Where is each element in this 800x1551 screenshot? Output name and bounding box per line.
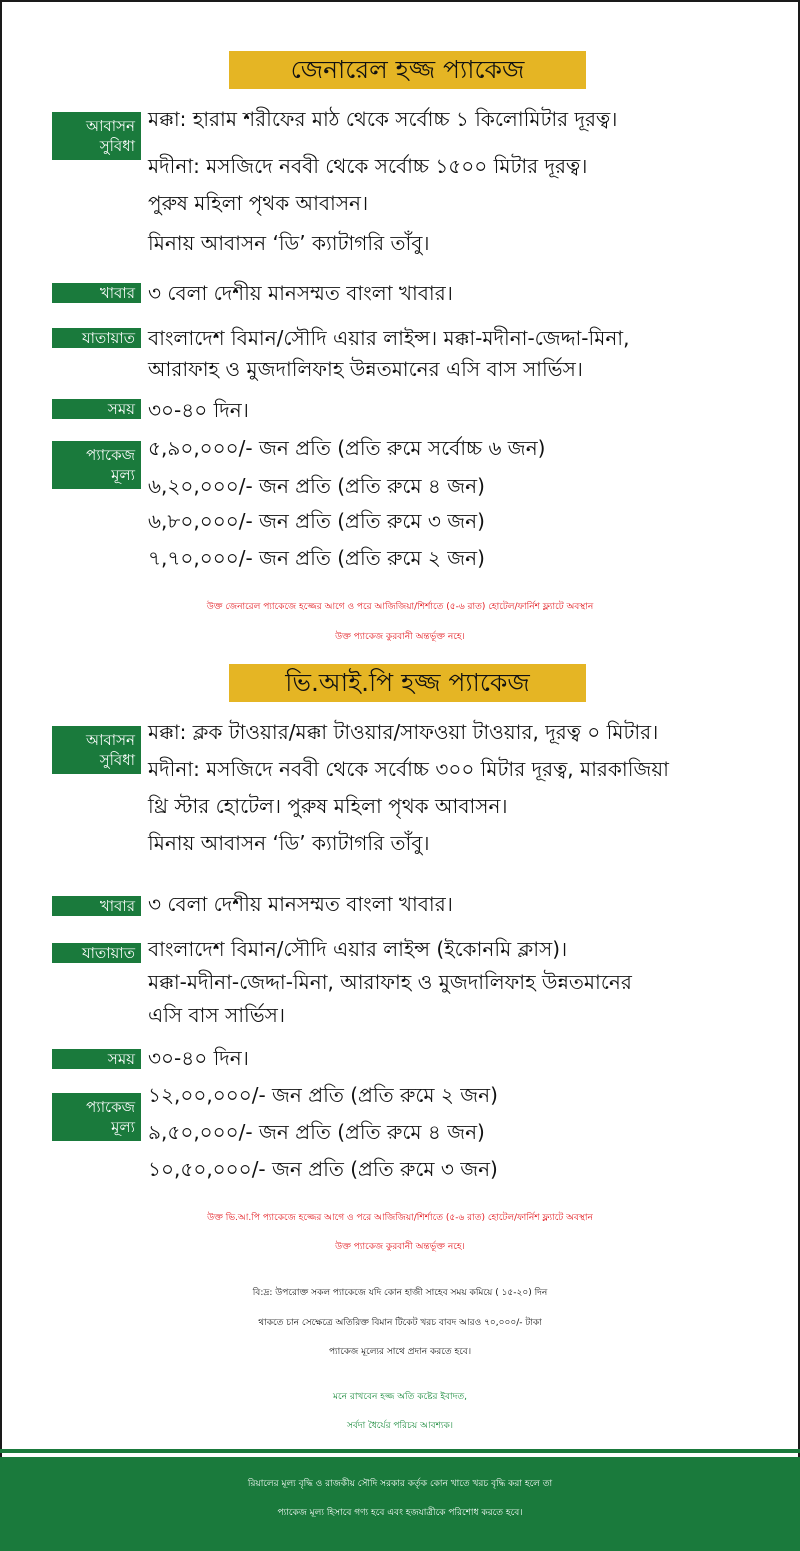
general-duration-text: ৩০-৪০ দিন। [148, 398, 249, 422]
footer-banner [0, 1457, 800, 1551]
vip-price-line: ৯,৫০,০০০/- জন প্রতি (প্রতি রুমে ৪ জন) [148, 1120, 485, 1144]
general-food-label: খাবার [52, 283, 141, 303]
general-accommodation-line: মিনায় আবাসন ‘ডি’ ক্যাটাগরি তাঁবু। [148, 231, 430, 255]
remark-line: বি:দ্র: উপরোক্ত সকল প্যাকেজে যদি কোন হাজী সাহেব সময় কমিয়ে ( ১৫-২০) দিন [252, 1288, 548, 1298]
vip-price-label-line1: প্যাকেজ [86, 1098, 135, 1116]
vip-transport-line: এসি বাস সার্ভিস। [148, 1003, 286, 1027]
remark-line: থাকতে চান সেক্ষেত্রে অতিরিক্ত বিমান টিকেট খরচ বাবদ আরও ৭০,০০০/- টাকা [258, 1318, 542, 1328]
vip-note-line: উক্ত প্যাকেজ কুরবানী অন্তর্ভূক্ত নহে। [335, 1242, 465, 1252]
footer-line: রিয়ালের মূল্য বৃদ্ধি ও রাজকীয় সৌদি সরকার কর্তৃক কোন খাতে খরচ বৃদ্ধি করা হলে তা [247, 1479, 553, 1489]
footer-line: প্যাকেজ মূল্য হিসাবে গণ্য হবে এবং হজযাত্রীকে পরিশোধ করতে হবে। [277, 1508, 523, 1518]
vip-duration-label: সময় [52, 1049, 141, 1069]
general-food-text: ৩ বেলা দেশীয় মানসম্মত বাংলা খাবার। [148, 281, 453, 305]
vip-package-title: ভি.আই.পি হজ্জ প্যাকেজ [229, 664, 586, 702]
general-accommodation-label-line2: সুবিধা [99, 137, 135, 155]
reminder-line: সর্বদা ধৈর্যের পরিচয় আবশ্যক। [346, 1421, 454, 1431]
vip-price-line: ১২,০০,০০০/- জন প্রতি (প্রতি রুমে ২ জন) [148, 1083, 498, 1107]
general-transport-line: বাংলাদেশ বিমান/সৌদি এয়ার লাইন্স। মক্কা-মদীনা-জেদ্দা-মিনা, [148, 326, 630, 350]
general-price-line: ৫,৯০,০০০/- জন প্রতি (প্রতি রুমে সর্বোচ্চ ৬ জন) [148, 436, 546, 460]
vip-transport-line: মক্কা-মদীনা-জেদ্দা-মিনা, আরাফাহ ও মুজদালিফাহ উন্নতমানের [148, 970, 632, 994]
general-price-label-line1: প্যাকেজ [86, 446, 135, 464]
general-price-line: ৬,২০,০০০/- জন প্রতি (প্রতি রুমে ৪ জন) [148, 474, 485, 498]
general-accommodation-label [52, 112, 141, 160]
general-duration-label: সময় [52, 399, 141, 419]
vip-price-label-line2: মূল্য [111, 1118, 135, 1136]
general-package-title: জেনারেল হজ্জ প্যাকেজ [229, 51, 586, 89]
reminder-line: মনে রাখবেন হজ্জ অতি কষ্টের ইবাদত, [333, 1392, 467, 1402]
general-accommodation-line: মদীনা: মসজিদে নববী থেকে সর্বোচ্চ ১৫০০ মিটার দূরত্ব। [148, 154, 588, 178]
vip-food-label: খাবার [52, 896, 141, 916]
general-note-line: উক্ত প্যাকেজ কুরবানী অন্তর্ভূক্ত নহে। [335, 632, 465, 642]
vip-accommodation-label [52, 726, 141, 774]
general-price-line: ৬,৮০,০০০/- জন প্রতি (প্রতি রুমে ৩ জন) [148, 509, 485, 533]
footer-divider [0, 1449, 800, 1453]
general-transport-label: যাতায়াত [52, 328, 141, 348]
vip-accommodation-label-line2: সুবিধা [99, 751, 135, 769]
general-price-label [52, 441, 141, 489]
vip-price-label [52, 1093, 141, 1141]
vip-food-text: ৩ বেলা দেশীয় মানসম্মত বাংলা খাবার। [148, 892, 453, 916]
general-price-label-line2: মূল্য [111, 466, 135, 484]
general-accommodation-line: পুরুষ মহিলা পৃথক আবাসন। [148, 191, 369, 215]
vip-accommodation-line: মদীনা: মসজিদে নববী থেকে সর্বোচ্চ ৩০০ মিটার দূরত্ব, মারকাজিয়া [148, 757, 669, 781]
vip-accommodation-line: মক্কা: ক্লক টাওয়ার/মক্কা টাওয়ার/সাফওয়া টাওয়ার, দূরত্ব ০ মিটার। [148, 720, 659, 744]
vip-transport-line: বাংলাদেশ বিমান/সৌদি এয়ার লাইন্স (ইকোনমি ক্লাস)। [148, 937, 568, 961]
general-price-line: ৭,৭০,০০০/- জন প্রতি (প্রতি রুমে ২ জন) [148, 546, 485, 570]
general-accommodation-label-line1: আবাসন [85, 117, 135, 135]
vip-transport-label: যাতায়াত [52, 943, 141, 963]
vip-accommodation-line: থ্রি স্টার হোটেল। পুরুষ মহিলা পৃথক আবাসন। [148, 794, 508, 818]
vip-note-line: উক্ত ভি.আ.পি প্যাকেজে হজ্জের আগে ও পরে আজিজিয়া/শির্শাতে (৫-৬ রাত) হোটেল/ফার্নিশ ফ্ল্যাটে অবস্থান [207, 1213, 593, 1223]
remark-line: প্যাকেজ মূল্যের সাথে প্রদান করতে হবে। [328, 1347, 472, 1357]
vip-accommodation-line: মিনায় আবাসন ‘ডি’ ক্যাটাগরি তাঁবু। [148, 831, 430, 855]
vip-accommodation-label-line1: আবাসন [85, 731, 135, 749]
general-transport-line: আরাফাহ ও মুজদালিফাহ উন্নতমানের এসি বাস সার্ভিস। [148, 357, 583, 381]
general-accommodation-line: মক্কা: হারাম শরীফের মাঠ থেকে সর্বোচ্চ ১ কিলোমিটার দূরত্ব। [148, 107, 618, 131]
vip-duration-text: ৩০-৪০ দিন। [148, 1046, 249, 1070]
vip-price-line: ১০,৫০,০০০/- জন প্রতি (প্রতি রুমে ৩ জন) [148, 1157, 498, 1181]
general-note-line: উক্ত জেনারেল প্যাকেজে হজ্জের আগে ও পরে আজিজিয়া/শির্শাতে (৫-৬ রাত) হোটেল/ফার্নিশ ফ্ল্যাটে অবস্থান [206, 602, 594, 612]
